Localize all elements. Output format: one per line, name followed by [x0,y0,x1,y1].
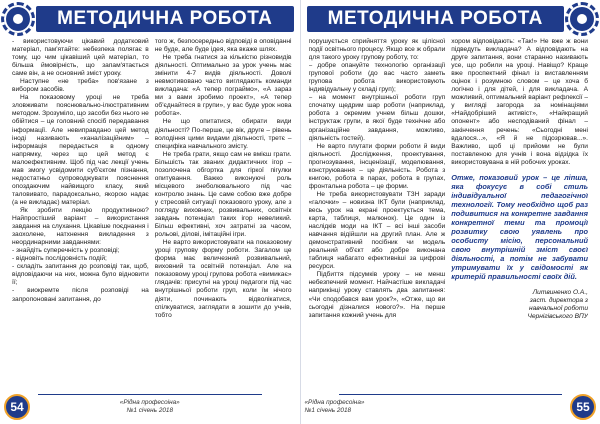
left-page-columns [12,38,292,390]
footer-issue: №1 січень 2018 [126,407,174,414]
paragraph: - використовуючи цікавий додатковий матеріал, пам'ятайте: небезпека полягає в тому, що чим цікавіший цей матеріал, то більша ймовірність, що запам'ятається саме він, а не основний зміст уроку. [12,38,149,78]
author-position-cont: навчальної роботи [528,304,588,312]
paragraph: - складіть запитання до розповіді так, щоб, відповідаючи на них, можна було відновити її; [12,263,149,287]
footer-publication [305,399,365,414]
paragraph: - виокремте після розповіді на запропоновані запитання, до [12,287,149,303]
paragraph: Підбиття підсумків уроку – не менш небезпечний момент. Найчастіше викладачі наприкінці уроку ставлять два запитання: «Чи сподобався вам урок?», «Отже, що ви сьогодні дізналися нового?». На перше запитання кожний учень для [308,271,446,319]
paragraph: хором відповідають: «Так!» Не вже ж вони підведуть викладача? А відповідають на друге запитання, вони старанно називають усе, що робили на уроці. Навіщо? Краще вже проспектний фінал із виставленням оцінок і розумною словом – це хоча б логічно і для дітей, і для викладача. А можливий, оптимальний варіант рефлексії – у вигляді загорода за номінаціями «Найдобріший активіст», «Найкращий опонент» або несподіваний фінал – закінчення речень: «Сьогодні мені вдалося...», «Я й не підозрював...». Важливо, щоб ці прийоми не були поставленою для учнів і вона відзідка їх використовувана в ній робочих уроках. [451,38,588,166]
paragraph: Не що опитатися, обирати види діяльності? По-перше, це вік, друге – рівень володіння цими видами діяльності, третє – специфіка навчального змісту. [154,118,292,150]
paragraph: Не треба грати, якщо сам не вмієш грати. Більшість так званих дидактичних ігор – позолочена обгортка для гіркої пігулки опитування. Важко виконуючі роль місцевого знеболювального під час контролю знань. Це саме собою вже добре у стресовій ситуації показового уроку, але з погляду виховних, розвивальних, освітніх завдань потенціал таких ігор невеликий. Більш ефективні, хоч затратні за часом, рольові, ділові, імітаційні ігри. [154,150,292,239]
footer-divider [339,394,563,395]
author-institution: Чернігівського ВПУ [527,312,588,320]
footer-magazine-name: «Рідна професоіна» [304,399,365,407]
paragraph: - відновіть послідовність подій; [12,255,107,263]
conclusion-highlight: Отже, показовий урок – це ліпша, яка фокусує в собі стиль індивідуальної педагогічної технології. Тому необхідно щоб раз подивитися на конкретне завдання конкретної теми та промоції розвитку свою уявлень про особисту місію, персональний свою внутрішній зміст своєї діяльності, а потім не забувати утримувати їх у свідомості як критерій правильності своїх дій. [451,172,588,281]
author-signature [451,289,588,321]
author-name: Литвиненко О.А., [532,288,588,296]
footer-divider [38,394,262,395]
left-column-2 [155,38,292,390]
footer-issue: №1 січень 2018 [304,407,352,414]
paragraph: – добре опануйте технологію організації групової роботи (до вас часто заметь групова робота використовують індивідуальну у складі груп); [308,62,446,94]
right-page-columns [309,38,589,390]
page-number: 55 [570,394,596,420]
paragraph: Наступне «не треба» пов'язане з вибором засобів. [12,78,149,94]
right-page-header [307,4,597,34]
section-title: МЕТОДИЧНА РОБОТА [307,6,565,32]
footer-magazine-name: «Рідна професоіна» [119,399,180,407]
paragraph: Як зробити лекцію продуктивною? Найпростіший варіант – використання завдання на слухання. Цікавіше поєднання і заохолене, натхнення викладення з неординарними завданнями: [12,206,149,247]
gear-icon [4,5,32,33]
paragraph: - знайдіть суперечність у розповіді; [12,247,120,255]
paragraph: – на момент внутрішньої роботи груп спочатку щедрим шар роботи (наприклад, робота з окремим учнем більш дошки, інструктаж групи, в якої буде технічне або організаційне завдання, можливо, діяльність гостей). [308,94,446,142]
page-number: 54 [4,394,30,420]
paragraph: Не треба гнатися за кількістю різновидів діяльності. Оптимально за урок учень має змінити 4-7 видів діяльності. Доволі невмотивовано часто виглядають команди викладача: «А тепер пограймо», «А зараз ми з вами зробимо проект», «А тепер об'єднайтеся в групи», у вас буде урок нова робота». [154,54,292,118]
left-page-header [4,4,294,34]
right-page [301,0,600,424]
paragraph: Не треба використовувати ТЗН заради «галочки» – новизна ІКТ були (наприклад, весь урок на екрані проектується тема, карта, таблиця, малюнок). Це один із наслідків моди на ІКТ – всі інші засоби навчання відійшли на другий план. Але ж демонстративний посібник чи модель реальний об'єкт або добре виконана таблиця набагато ефективніші за цифрові ресурси. [308,190,446,271]
right-column-1 [309,38,446,390]
left-column-1 [12,38,149,390]
author-position: заст. директора з [529,296,588,304]
paragraph: Не варто використовувати на показовому уроці групову форму роботи. Загалом це форма має величезний розвивальний, виховний та освітній потенціал. Але на показовому уроці групова робота «вимикає» глядачів: присутні на уроці педагоги під час внутрішньої роботи груп, коли їм нічого діяти, починають відволікатися, спілкуватися, заглядати в зошити до учнів, тобто [154,239,292,319]
paragraph: того ж, безпосередньо відповіді в оповіданні не буде, але буде ідея, яка вкаже шлях. [154,38,292,54]
gear-icon [568,5,596,33]
left-page-footer [4,394,296,420]
section-title: МЕТОДИЧНА РОБОТА [36,6,294,32]
right-page-footer [305,394,597,420]
paragraph: порушується сприйняття уроку як цілісної події освітнього процесу. Якщо все ж обрали для такого уроку групову роботу, то: [308,38,446,62]
paragraph: На показовому уроці не треба зловживати пояснювально-ілюстративним методом. Зрозуміло, що засоби без нього не обійтися – це головний спосіб передавання інформації. Але невиправдано цей метод іноді називають «каналізаційним» – інформація передається в одному напрямку, через що цей метод є малоефективним. Щоб під час лекції учень мав змогу усвідомити суб'єктом пізнання, недостатньо супроводжувати пояснення опоздаючим найвищого класу, який таловивато, парадоксально, якорою надає (а не викладає) матеріал. [12,94,149,206]
footer-publication [4,399,296,414]
right-column-2 [451,38,588,390]
paragraph: Не варто плутати форми роботи й види діяльності. Дослідження, проектування, прогнозування, інсценізації, моделювання, конструювання – це діяльність. Робота з книгою, робота в парах, робота в групах, фронтальна робота – це форми. [308,142,446,190]
